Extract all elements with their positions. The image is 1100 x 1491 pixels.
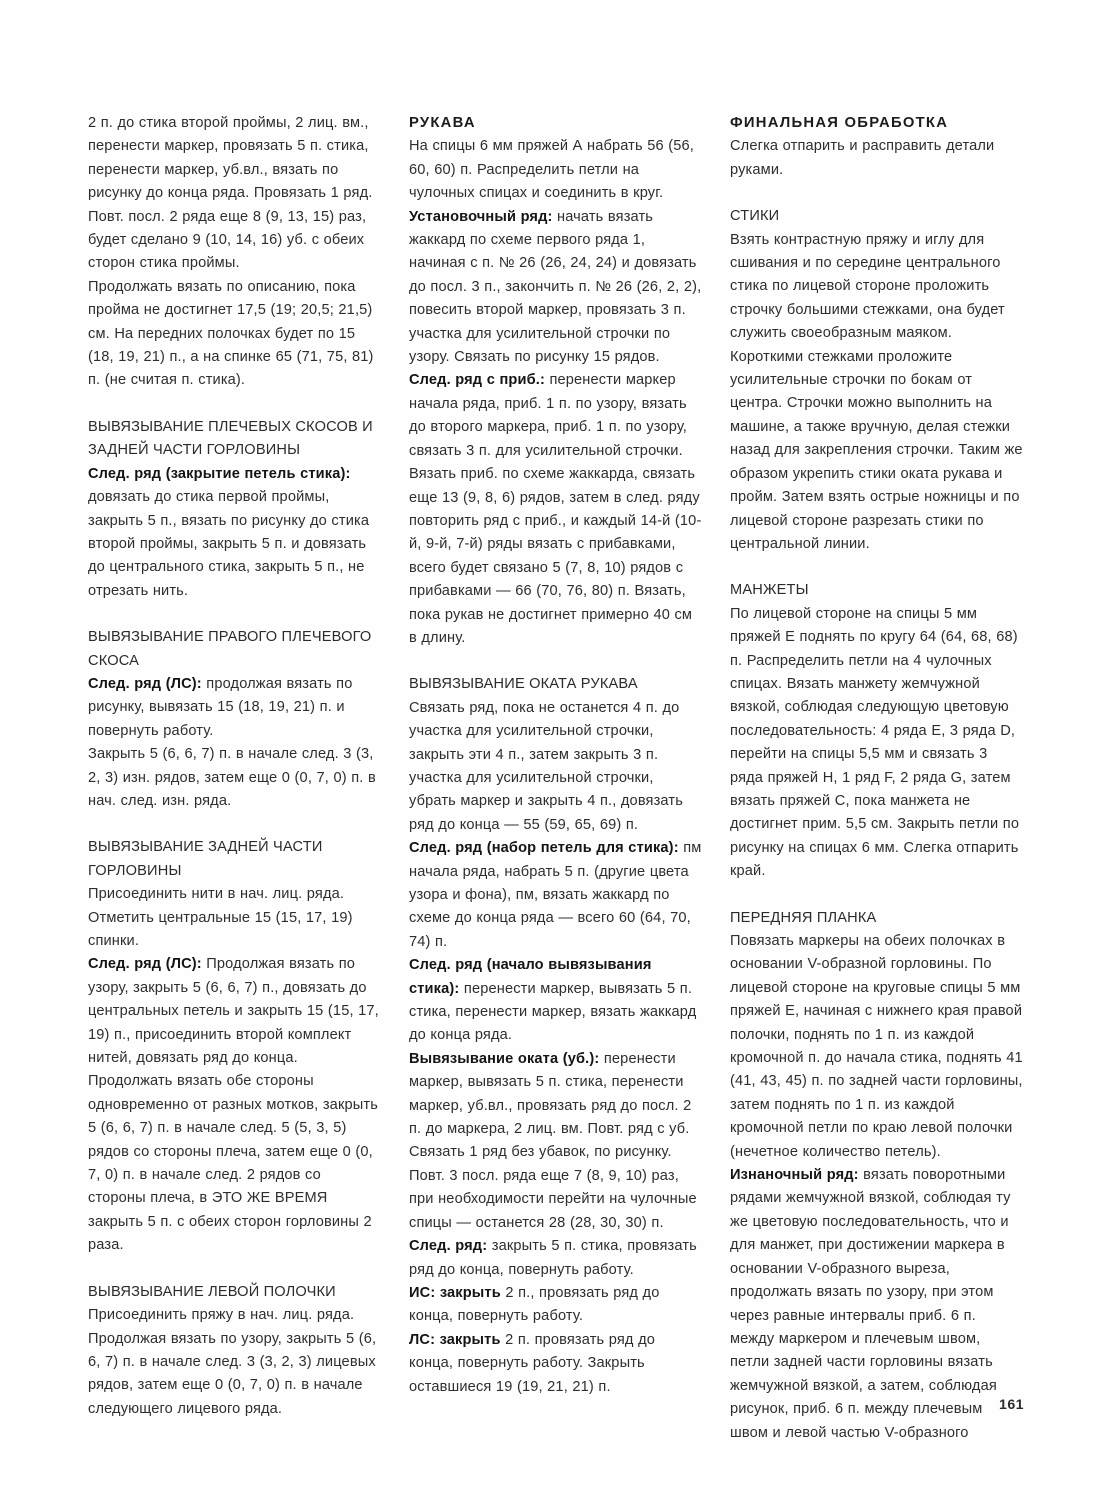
- paragraph-text: перенести маркер, вывязать 5 п. стика, перенести маркер, вязать жаккард до конца ряда.: [409, 980, 697, 1044]
- paragraph: 2 п. до стика второй проймы, 2 лиц. вм., перенести маркер, провязать 5 п. стика, перенести маркер, уб.вл., вязать по рисунку до конца ряда. Провязать 1 ряд. Повт. посл. 2 ряда еще 8 (9, 13, 15) раз, будет сделано 9 (10, 14, 16) уб. с обеих сторон стика проймы.: [88, 115, 373, 272]
- paragraph: Продолжать вязать обе стороны одновременно от разных мотков, закрыть 5 (6, 6, 7) п. в начале след. 5 (5, 3, 5) рядов со стороны плеча, затем еще 0 (0, 7, 0) п. в начале след. 2 рядов со стороны плеча, в ЭТО ЖЕ ВРЕМЯ закрыть 5 п. с обеих сторон горловины 2 раза.: [88, 1073, 378, 1254]
- sub-heading: ВЫВЯЗЫВАНИЕ ЗАДНЕЙ ЧАСТИ ГОРЛОВИНЫ: [88, 839, 323, 879]
- sub-heading: ВЫВЯЗЫВАНИЕ ПЛЕЧЕВЫХ СКОСОВ И ЗАДНЕЙ ЧАСТИ ГОРЛОВИНЫ: [88, 418, 373, 459]
- paragraph: Присоединить нити в нач. лиц. ряда. Отметить центральные 15 (15, 17, 19) спинки.: [88, 886, 353, 949]
- lead-in-label: ИС: закрыть: [409, 1284, 501, 1301]
- paragraph: Присоединить пряжу в нач. лиц. ряда. Продолжая вязать по узору, закрыть 5 (6, 6, 7) п. в начале след. 3 (3, 2, 3) лицевых рядов, затем еще 0 (0, 7, 0) п. в начале следующего лицевого ряда.: [88, 1307, 377, 1417]
- paragraph: Закрыть 5 (6, 6, 7) п. в начале след. 3 (3, 2, 3) изн. рядов, затем еще 0 (0, 7, 0) п. в нач. след. изн. ряда.: [88, 746, 376, 809]
- sub-heading: ВЫВЯЗЫВАНИЕ ПРАВОГО ПЛЕЧЕВОГО СКОСА: [88, 629, 372, 669]
- paragraph-with-lead-in: [409, 206, 703, 370]
- paragraph: На спицы 6 мм пряжей А набрать 56 (56, 60, 60) п. Распределить петли на чулочных спицах и соединить в круг.: [409, 138, 694, 202]
- paragraph-text: продолжая вязать по рисунку, вывязать 15 (18, 19, 21) п. и повернуть работу.: [88, 675, 353, 739]
- paragraph: Взять контрастную пряжу и иглу для сшивания и по середине центрального стика по лицевой стороне проложить строчку большими стежками, она будет служить своеобразным маяком. Короткими стежками проложите усилительные строчки по бокам от центра. Строчки можно выполнить на машине, а также вручную, делая стежки назад для закрепления строчки. Таким же образом укрепить стики оката рукава и пройм. Затем взять острые ножницы и по лицевой стороне разрезать стики по центральной линии.: [730, 231, 1023, 552]
- lead-in-label: След. ряд (начало вывязывания стика):: [409, 957, 652, 997]
- lead-in-label: Изнаночный ряд:: [730, 1167, 859, 1184]
- page-number: 161: [999, 1397, 1024, 1413]
- paragraph-with-lead-in: [730, 1164, 1024, 1445]
- lead-in-label: Установочный ряд:: [409, 208, 553, 225]
- paragraph-with-lead-in: [409, 837, 703, 954]
- lead-in-label: ЛС: закрыть: [409, 1331, 501, 1348]
- sub-heading: МАНЖЕТЫ: [730, 582, 809, 599]
- sub-heading: ВЫВЯЗЫВАНИЕ ЛЕВОЙ ПОЛОЧКИ: [88, 1283, 336, 1300]
- paragraph-text: довязать до стика первой проймы, закрыть 5 п., вязать по рисунку до стика второй проймы, закрыть 5 п. и довязать до центрального стика, закрыть 5 п., не отрезать нить.: [88, 489, 370, 599]
- paragraph: Повязать маркеры на обеих полочках в основании V-образной горловины. По лицевой стороне на круговые спицы 5 мм пряжей Е, начиная с нижнего края правой полочки, поднять по 1 п. из каждой кромочной п. до начала стика, поднять 41 (41, 43, 45) п. по задней части горловины, затем поднять по 1 п. из каждой кромочной петли по краю левой полочки (нечетное количество петель).: [730, 933, 1023, 1160]
- column-1: [88, 112, 382, 1417]
- sub-heading: ПЕРЕДНЯЯ ПЛАНКА: [730, 909, 877, 926]
- lead-in-label: След. ряд (закрытие петель стика):: [88, 465, 351, 482]
- sub-heading: СТИКИ: [730, 208, 780, 225]
- lead-in-label: След. ряд (ЛС):: [88, 956, 202, 973]
- paragraph-text: пм начала ряда, набрать 5 п. (другие цвета узора и фона), пм, вязать жаккард по схеме до конца ряда — всего 60 (64, 70, 74) п.: [409, 840, 702, 950]
- paragraph-text: 2 п. провязать ряд до конца, повернуть работу. Закрыть оставшиеся 19 (19, 21, 21) п.: [409, 1331, 655, 1395]
- paragraph: По лицевой стороне на спицы 5 мм пряжей Е поднять по кругу 64 (64, 68, 68) п. Распределить петли на 4 чулочных спицах. Вязать манжету жемчужной вязкой, соблюдая следующую цветовую последовательность: 4 ряда Е, 3 ряда D, перейти на спицы 5,5 мм и связать 3 ряда пряжей Н, 1 ряд F, 2 ряда G, затем вязать пряжей С, пока манжета не достигнет прим. 5,5 см. Закрыть петли по рисунку на спицах 6 мм. Слегка отпарить край.: [730, 605, 1020, 880]
- paragraph-text: начать вязать жаккард по схеме первого ряда 1, начиная с п. № 26 (26, 24, 24) и довязать до посл. 3 п., закончить п. № 26 (26, 2, 2), повесить второй маркер, провязать 3 п. участка для усилительной строчки по узору. Связать по рисунку 15 рядов.: [409, 208, 702, 366]
- paragraph-with-lead-in: [409, 1235, 703, 1282]
- paragraph-with-lead-in: [88, 953, 382, 1070]
- column-2: [409, 112, 703, 1395]
- paragraph-with-lead-in: [409, 954, 703, 1048]
- paragraph-with-lead-in: [409, 1282, 703, 1329]
- paragraph-text: перенести маркер начала ряда, приб. 1 п. по узору, вязать до второго маркера, приб. 1 п. по узору, связать 3 п. для усилительной строчки. Вязать приб. по схеме жаккарда, связать еще 13 (9, 8, 6) рядов, затем в след. ряду повторить ряд с приб., и каждый 14-й (10-й, 9-й, 7-й) ряды вязать с прибавками, всего будет связано 5 (7, 8, 10) рядов с прибавками — 66 (70, 76, 80) п. Вязать, пока рукав не достигнет примерно 40 см в длину.: [409, 372, 702, 646]
- paragraph-with-lead-in: [88, 463, 382, 603]
- lead-in-label: След. ряд с приб.:: [409, 372, 545, 389]
- paragraph-with-lead-in: [88, 673, 382, 743]
- section-heading: ФИНАЛЬНАЯ ОБРАБОТКА: [730, 115, 949, 131]
- paragraph-text: Продолжая вязать по узору, закрыть 5 (6, 6, 7) п., довязать до центральных петель и закрыть 15 (15, 17, 19) п., присоединить второй комплект нитей, довязать ряд до конца.: [88, 956, 379, 1067]
- lead-in-label: След. ряд:: [409, 1238, 488, 1255]
- paragraph: Связать ряд, пока не останется 4 п. до участка для усилительной строчки, закрыть эти 4 п., затем закрыть 3 п. участка для усилительной строчки, убрать маркер и закрыть 4 п., довязать ряд до конца — 55 (59, 65, 69) п.: [409, 699, 683, 833]
- paragraph-with-lead-in: [409, 1048, 703, 1235]
- section-heading: РУКАВА: [409, 115, 476, 131]
- paragraph-text: вязать поворотными рядами жемчужной вязкой, соблюдая ту же цветовую последовательность, что и для манжет, при достижении маркера в основании V-образного выреза, продолжать вязать по узору, при этом через равные интервалы приб. 6 п. между маркером и плечевым швом, петли задней части горловины вязать жемчужной вязкой, а затем, соблюдая рисунок, приб. 6 п. между плечевым швом и левой частью V-образного: [730, 1167, 1011, 1441]
- lead-in-label: След. ряд (набор петель для стика):: [409, 840, 679, 857]
- lead-in-label: Вывязывание оката (уб.):: [409, 1050, 600, 1067]
- paragraph-with-lead-in: [409, 1329, 703, 1399]
- paragraph-text: закрыть 5 п. стика, провязать ряд до конца, повернуть работу.: [409, 1238, 697, 1278]
- sub-heading: ВЫВЯЗЫВАНИЕ ОКАТА РУКАВА: [409, 676, 638, 693]
- paragraph-text: 2 п., провязать ряд до конца, повернуть работу.: [409, 1284, 660, 1325]
- paragraph-text: перенести маркер, вывязать 5 п. стика, перенести маркер, уб.вл., провязать ряд до посл. 2 п. до маркера, 2 лиц. вм. Повт. ряд с уб. Связать 1 ряд без убавок, по рисунку. Повт. 3 посл. ряда еще 7 (8, 9, 10) раз, при необходимости перейти на чулочные спицы — останется 28 (28, 30, 30) п.: [409, 1050, 697, 1231]
- paragraph-with-lead-in: [409, 369, 703, 650]
- lead-in-label: След. ряд (ЛС):: [88, 675, 202, 692]
- paragraph: Продолжать вязать по описанию, пока пройма не достигнет 17,5 (19; 20,5; 21,5) см. На передних полочках будет по 15 (18, 19, 21) п., а на спинке 65 (71, 75, 81) п. (не считая п. стика).: [88, 278, 374, 389]
- paragraph: Слегка отпарить и расправить детали руками.: [730, 138, 995, 178]
